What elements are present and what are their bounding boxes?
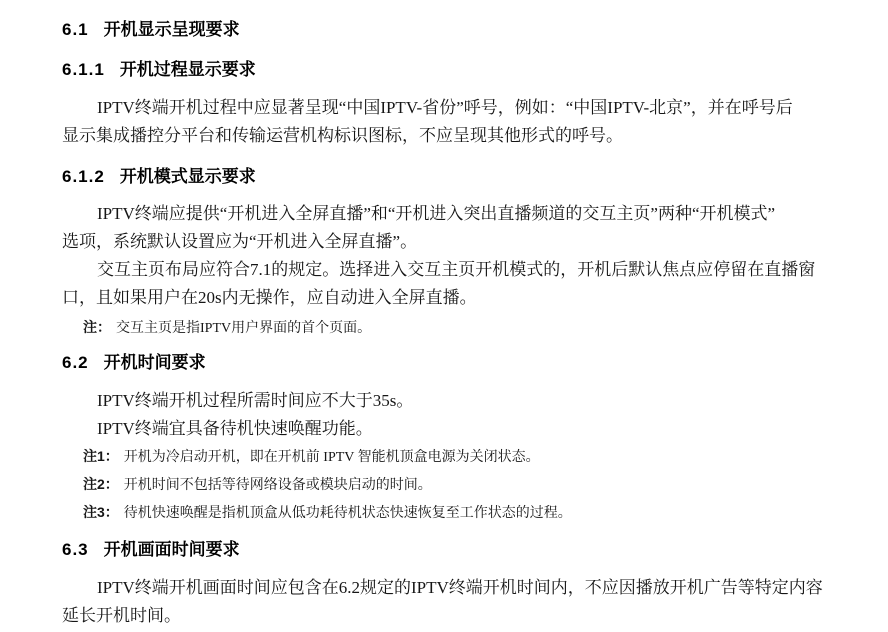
paragraph-line: IPTV终端开机过程所需时间应不大于35s。 <box>97 391 414 410</box>
section-number: 6.1 <box>62 20 89 39</box>
section-heading-6-1-1 <box>62 61 850 79</box>
note-label: 注2： <box>83 476 119 492</box>
section-title: 开机时间要求 <box>103 353 206 372</box>
note-line <box>83 314 850 342</box>
paragraph-6-3 <box>62 574 850 630</box>
note-line <box>83 471 850 499</box>
section-heading-6-3 <box>62 541 850 559</box>
note-label: 注1： <box>83 448 119 464</box>
note-line <box>83 443 850 471</box>
paragraph-6-1-2-homepage <box>62 256 850 312</box>
paragraph-line: 交互主页布局应符合7.1的规定。选择进入交互主页开机模式的，开机后默认焦点应停留在直播窗 <box>97 260 816 279</box>
section-number: 6.3 <box>62 540 89 559</box>
section-title: 开机画面时间要求 <box>103 540 240 559</box>
section-number: 6.1.1 <box>62 60 105 79</box>
paragraph-line: IPTV终端宜具备待机快速唤醒功能。 <box>97 419 373 438</box>
note-label: 注3： <box>83 504 119 520</box>
paragraph-6-1-1 <box>62 94 850 150</box>
section-heading-6-1-2 <box>62 168 850 186</box>
paragraph-line: 选项，系统默认设置应为“开机进入全屏直播”。 <box>62 232 418 251</box>
section-number: 6.1.2 <box>62 167 105 186</box>
note-6-1-2 <box>62 314 850 342</box>
paragraph-line: IPTV终端开机画面时间应包含在6.2规定的IPTV终端开机时间内，不应因播放开机广告等特定内容 <box>97 578 823 597</box>
paragraph-6-1-2-modes <box>62 200 850 256</box>
paragraph-line: IPTV终端开机过程中应显著呈现“中国IPTV-省份”呼号，例如：“中国IPTV-北京”，并在呼号后 <box>97 98 793 117</box>
note-text: 交互主页是指IPTV用户界面的首个页面。 <box>116 321 372 336</box>
section-title: 开机过程显示要求 <box>119 60 256 79</box>
paragraph-6-2 <box>62 387 850 443</box>
paragraph-line: 显示集成播控分平台和传输运营机构标识图标，不应呈现其他形式的呼号。 <box>62 126 623 145</box>
note-text: 开机时间不包括等待网络设备或模块启动的时间。 <box>123 478 432 493</box>
section-heading-6-2 <box>62 354 850 372</box>
section-title: 开机模式显示要求 <box>119 167 256 186</box>
notes-6-2 <box>62 443 850 527</box>
note-text: 开机为冷启动开机，即在开机前 IPTV 智能机顶盒电源为关闭状态。 <box>123 450 540 465</box>
note-line <box>83 499 850 527</box>
note-label: 注： <box>83 319 111 335</box>
section-number: 6.2 <box>62 353 89 372</box>
paragraph-line: 延长开机时间。 <box>62 606 181 625</box>
paragraph-line: 口，且如果用户在20s内无操作，应自动进入全屏直播。 <box>62 288 477 307</box>
section-title: 开机显示呈现要求 <box>103 20 240 39</box>
section-heading-6-1 <box>62 21 850 39</box>
paragraph-line: IPTV终端应提供“开机进入全屏直播”和“开机进入突出直播频道的交互主页”两种“开机模式” <box>97 204 776 223</box>
note-text: 待机快速唤醒是指机顶盒从低功耗待机状态快速恢复至工作状态的过程。 <box>123 506 572 521</box>
